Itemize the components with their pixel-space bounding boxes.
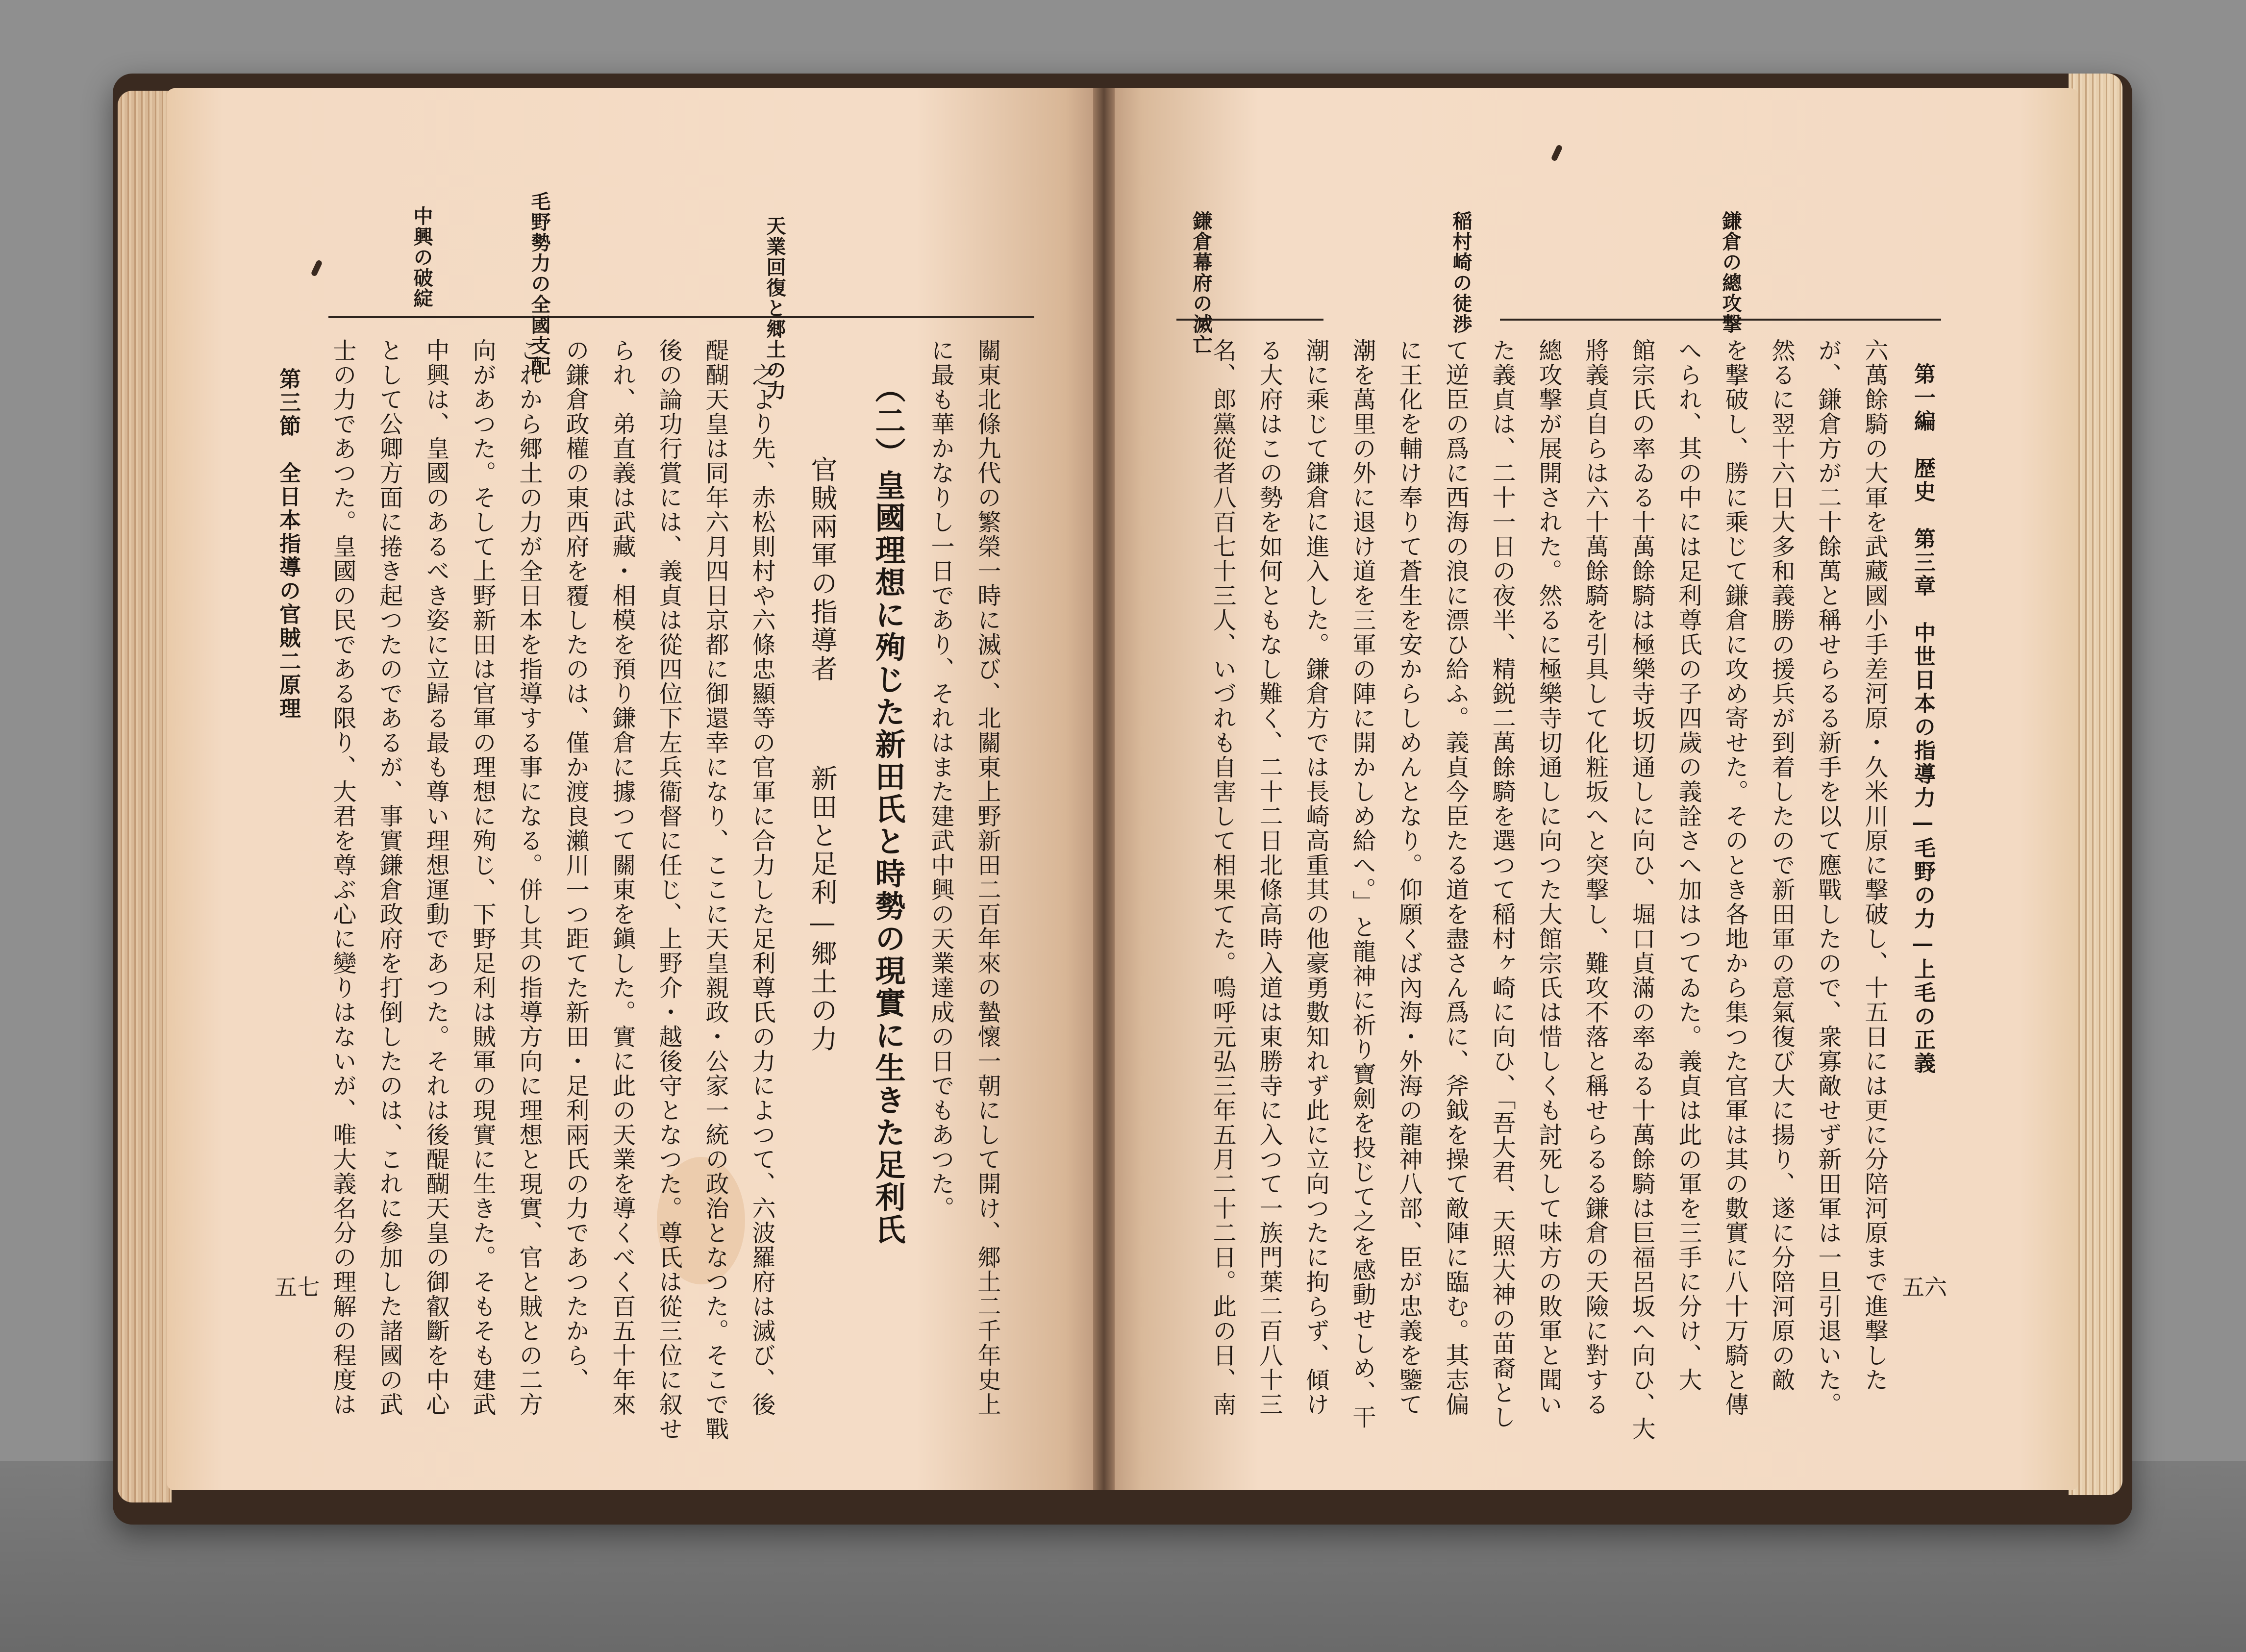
text-line: 醍醐天皇は同年六月四日京都に御還幸になり、ここに天皇親政・公家一統の政治となつた。そこで戰 [701, 338, 729, 1441]
text-line: 後の論功行賞には、義貞は從四位下左兵衞督に任じ、上野介・越後守となつた。尊氏は從三位に叙せ [655, 338, 682, 1441]
text-line: 潮を萬里の外に退け道を三軍の陣に開かしめ給へ。」と龍神に祈り寶劍を投じて之を感動せしめ、干 [1348, 338, 1376, 1429]
text-line: 將義貞自らは六十萬餘騎を引具して化粧坂へと突撃し、難攻不落と稱せらるる鎌倉の天險に對する [1581, 338, 1609, 1417]
text-line: 名、郎黨從者八百七十三人、いづれも自害して相果てた。嗚呼元弘三年五月二十二日。此の日、南 [1209, 338, 1236, 1417]
text-line: 總攻撃が展開された。然るに極樂寺切通しに向つた大館宗氏は惜しくも討死して味方の敗軍と聞い [1535, 338, 1562, 1417]
text-line: として公卿方面に捲き起つたのであるが、事實鎌倉政府を打倒したのは、これに參加した諸國の武 [375, 338, 403, 1417]
text-line: の鎌倉政權の東西府を覆したのは、僅か渡良瀨川一つ距てた新田・足利兩氏の力であつたから、 [562, 338, 589, 1392]
text-line: る大府はこの勢を如何ともなし難く、二十二日北條高時入道は東勝寺に入つて一族門葉二百八十三 [1255, 338, 1283, 1417]
book-gutter [1093, 88, 1115, 1490]
running-header: 第一編 歴史 第三章 中世日本の指導力—毛野の力—上毛の正義 [1910, 363, 1935, 1076]
text-line: へられ、其の中には足利尊氏の子四歲の義詮さへ加はつてゐた。義貞は此の軍を三手に分け、大 [1674, 338, 1702, 1392]
ink-mark [1550, 144, 1563, 162]
running-footer: 第三節 全日本指導の官賊二原理 [275, 368, 300, 721]
subtitle-side: 新田と足利—郷土の力 [807, 765, 838, 1053]
text-line: これから郷土の力が全日本を指導する事になる。併し其の指導方向に理想と現實、官と賊との二方 [515, 338, 543, 1417]
margin-note: 稲村崎の徒渉 [1449, 211, 1472, 334]
text-line: に最も華かなりし一日であり、それはまた建武中興の天業達成の日でもあつた。 [927, 338, 954, 1221]
text-line: 向があつた。そして上野新田は官軍の理想に殉じ、下野足利は賊軍の現實に生きた。そもそも建武 [469, 338, 496, 1417]
page-edges-left [118, 91, 172, 1502]
margin-note: 中興の破綻 [410, 206, 433, 309]
text-line: が、鎌倉方が二十餘萬と稱せらるる新手を以て應戰したので、衆寡敵せず新田軍は一旦引退いた。 [1814, 338, 1842, 1417]
page-number: 五六 [1902, 1274, 1947, 1301]
section-title: （二）皇國理想に殉じた新田氏と時勢の現實に生きた足利氏 [870, 373, 906, 1246]
text-line: 之より先、赤松則村や六條忠顯等の官軍に合力した足利尊氏の力によつて、六波羅府は滅び、後 [748, 363, 775, 1417]
text-line: に王化を輔け奉りて蒼生を安からしめんとなり。仰願くば內海・外海の龍神八部、臣が忠義を鑒て [1395, 338, 1422, 1417]
text-line: 館宗氏の率ゐる十萬餘騎は極樂寺坂切通しに向ひ、堀口貞滿の率ゐる十萬餘騎は巨福呂坂へ向ひ、大 [1628, 338, 1655, 1441]
text-line: 然るに翌十六日大多和義勝の援兵が到着したので新田軍の意氣復び大に揚り、遂に分陪河原の敵 [1768, 338, 1795, 1392]
text-line: られ、弟直義は武藏・相模を預り鎌倉に據つて關東を鎭した。實に此の天業を導くべく百五十年來 [608, 338, 636, 1417]
left-margin-rule [328, 316, 1034, 318]
margin-note: 天業回復と郷土の力 [763, 216, 786, 401]
margin-note: 鎌倉幕府の滅亡 [1190, 211, 1213, 355]
margin-note: 鎌倉の總攻撃 [1719, 211, 1742, 334]
text-line: 中興は、皇國のあるべき姿に立歸る最も尊い理想運動であつた。それは後醍醐天皇の御叡斷を中心 [422, 338, 449, 1417]
ink-mark [310, 259, 323, 277]
subtitle-main: 官賊兩軍の指導者 [807, 456, 838, 683]
text-line: た義貞は、二十一日の夜半、精鋭二萬餘騎を選つて稲村ヶ崎に向ひ、「吾大君、天照大神の苗裔とし [1488, 338, 1516, 1429]
text-line: 六萬餘騎の大軍を武藏國小手差河原・久米川原に撃破し、十五日には更に分陪河原まで進撃した [1861, 338, 1888, 1392]
text-line: 潮に乘じて鎌倉に進入した。鎌倉方では長崎高重其の他豪勇數知れず此に立向つたに拘らず、傾け [1302, 338, 1329, 1417]
text-line: て逆臣の爲に西海の浪に漂ひ給ふ。義貞今臣たる道を盡さん爲に、斧鉞を操て敵陣に臨む。其志偏 [1442, 338, 1469, 1417]
text-line: 關東北條九代の繁榮一時に滅び、北關東上野新田二百年來の蟄懷一朝にして開け、郷土二千年史上 [973, 338, 1001, 1417]
text-line: 士の力であつた。皇國の民である限り、大君を尊ぶ心に變りはないが、唯大義名分の理解の程度は [329, 338, 356, 1417]
text-line: を撃破し、勝に乘じて鎌倉に攻め寄せた。そのとき各地から集つた官軍は其の數實に八十万騎と傳 [1721, 338, 1748, 1417]
margin-note: 毛野勢力の全國支配 [528, 191, 551, 376]
page-number: 五七 [275, 1274, 320, 1301]
